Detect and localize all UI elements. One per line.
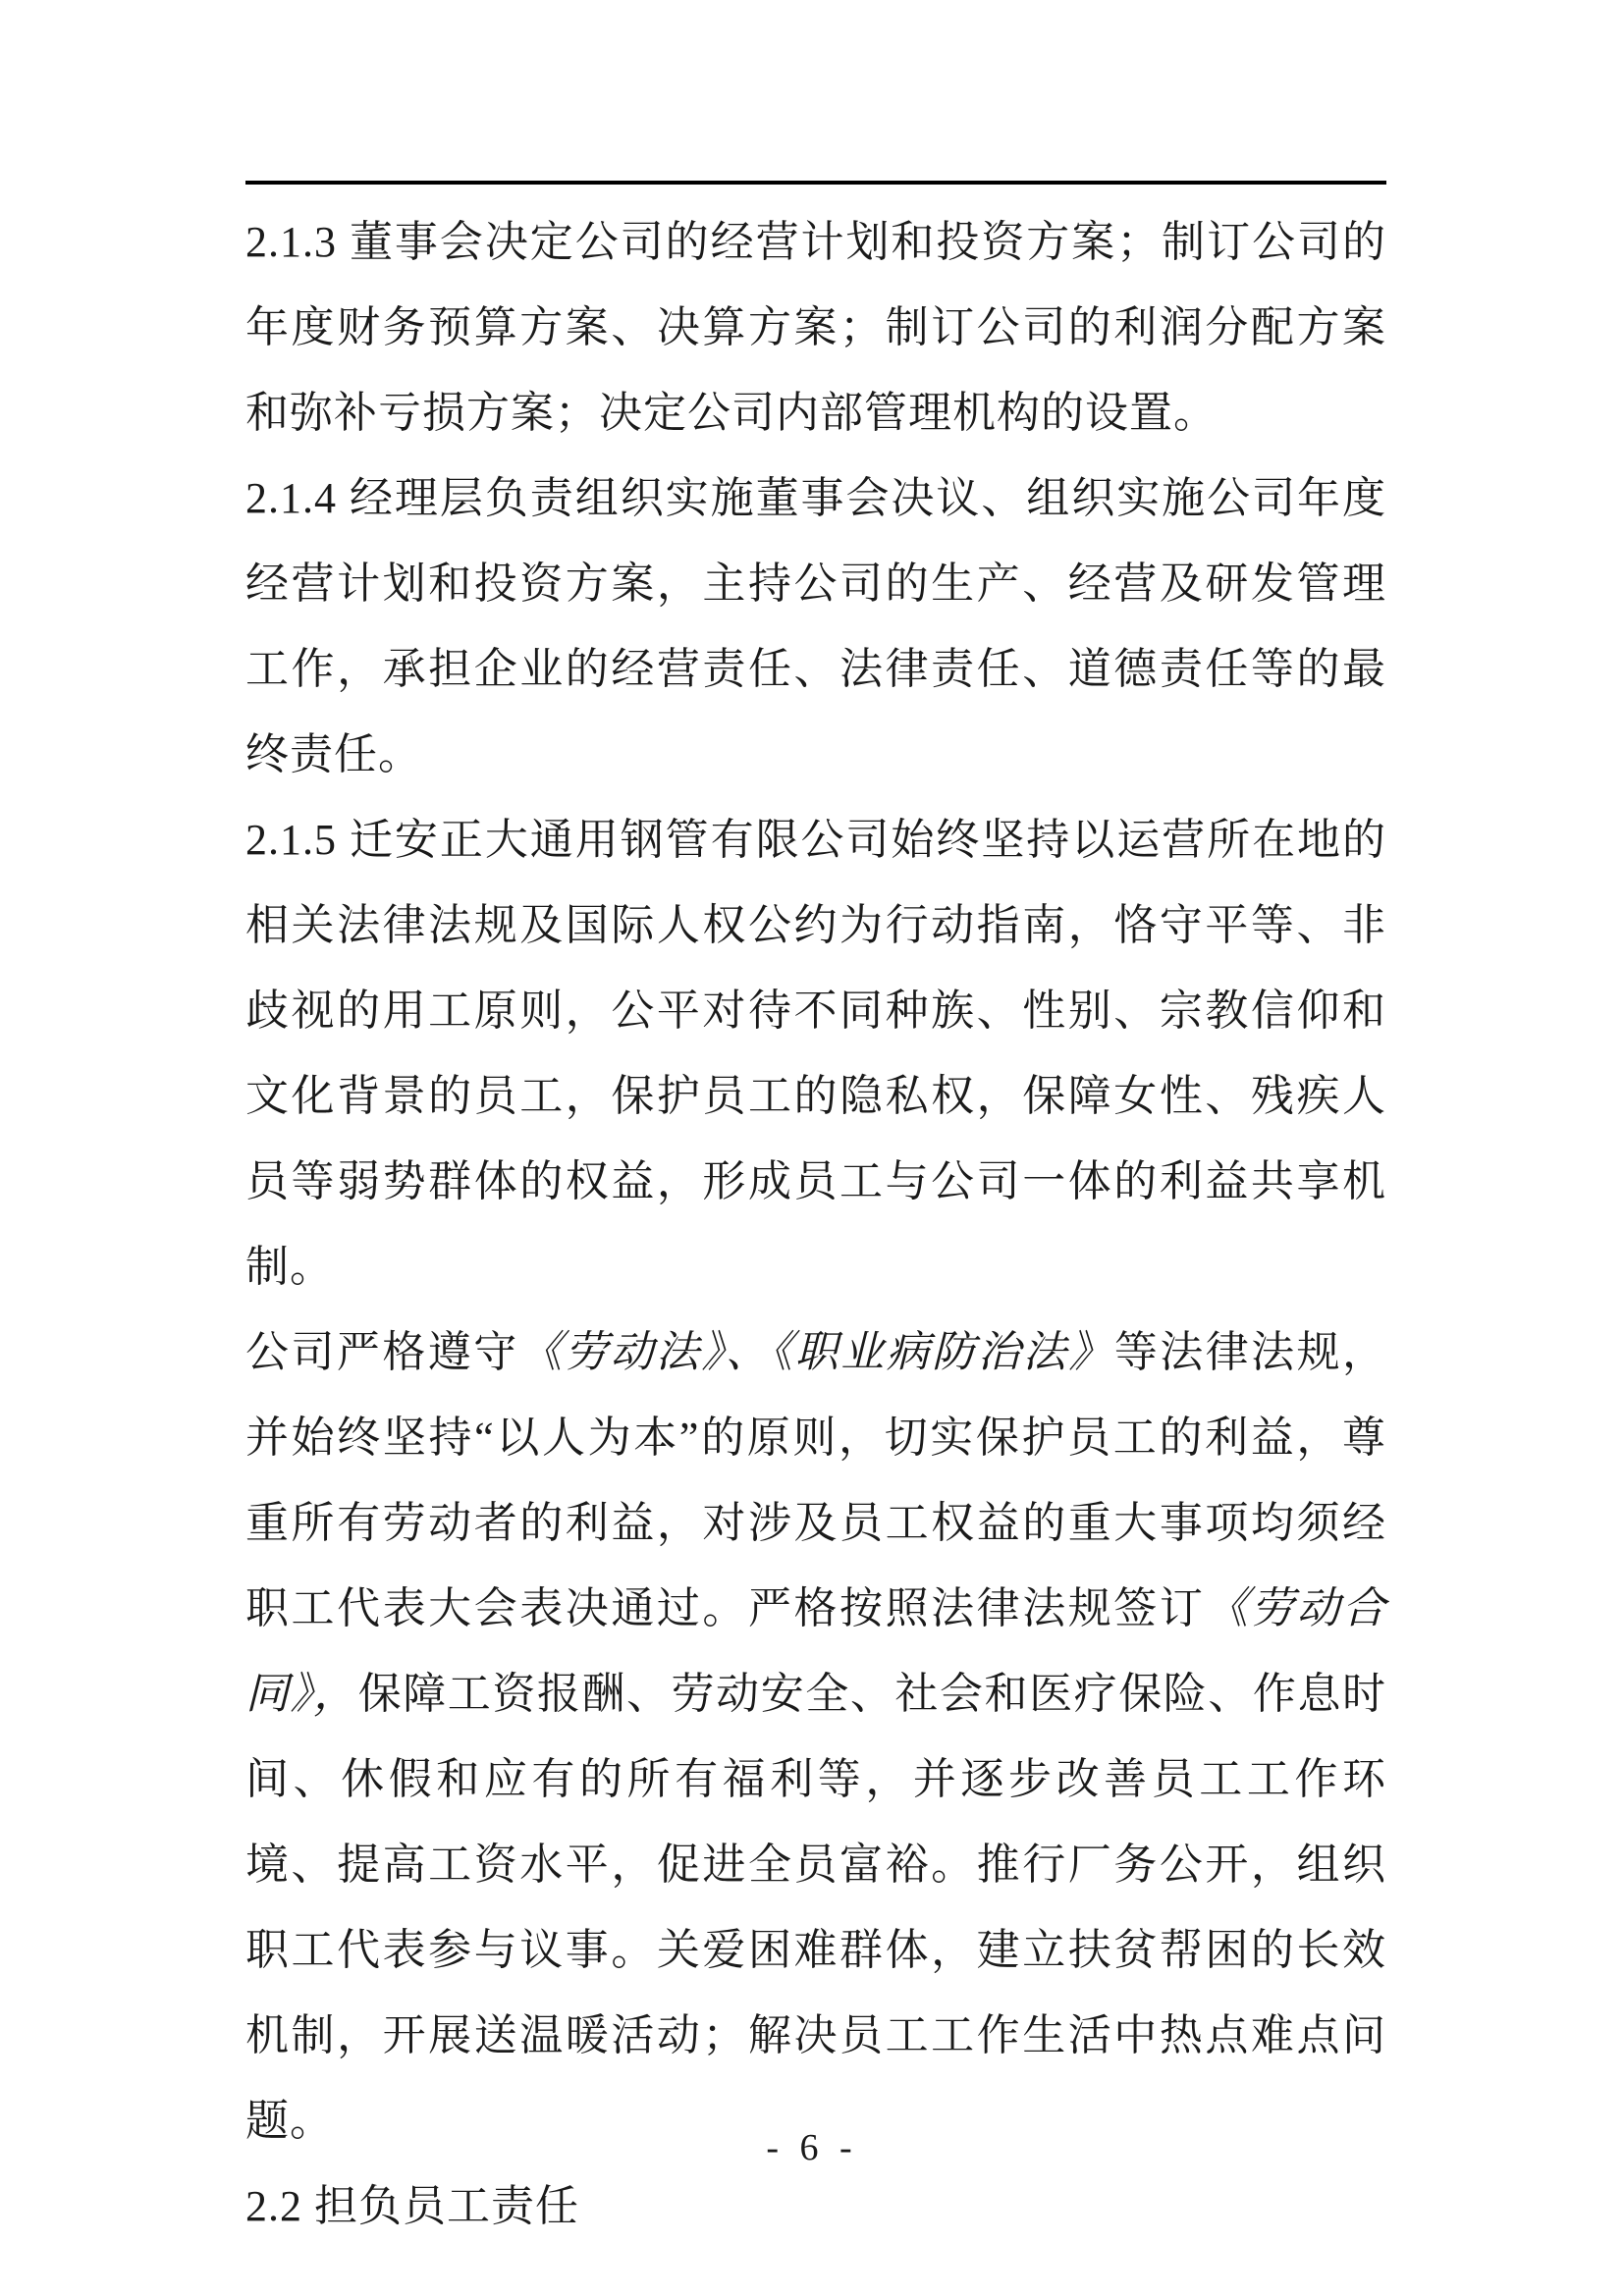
text-run: 保障工资报酬、劳动安全、社会和医疗保险、作息时间、休假和应有的所有福利等，并逐步改善员工工作环境、提高工资水平，促进全员富裕。推行厂务公开，组织职工代表参与议事。关爱困难群体，建立扶贫帮困的长效机制，开展送温暖活动；解决员工工作生活中热点难点问题。 (245, 1670, 1387, 2145)
text-run: 等法律法规，并始终坚持“以人为本”的原则，切实保护员工的利益，尊重所有劳动者的利益，对涉及员工权益的重大事项均须经职工代表大会表决通过。严格按照法律法规签订 (245, 1328, 1387, 1632)
text-run: 2.1.5 迁安正大通用钢管有限公司始终坚持以运营所在地的相关法律法规及国际人权公约为行动指南，恪守平等、非歧视的用工原则，公平对待不同种族、性别、宗教信仰和文化背景的员工，保护员工的隐私权，保障女性、残疾人员等弱势群体的权益，形成员工与公司一体的利益共享机制。 (245, 816, 1386, 1291)
text-run: 2.2 担负员工责任 (245, 2182, 579, 2230)
page-number: - 6 - (766, 2127, 858, 2168)
law-title-italic: 《劳动法》、《职业病防治法》 (518, 1328, 1114, 1376)
paragraph-employee-laws (245, 1309, 1386, 2163)
text-run: 2.1.3 董事会决定公司的经营计划和投资方案；制订公司的年度财务预算方案、决算方案；制订公司的利润分配方案和弥补亏损方案；决定公司内部管理机构的设置。 (245, 218, 1386, 437)
text-run: 公司严格遵守 (245, 1328, 519, 1376)
paragraph-2-2-heading (245, 2163, 1386, 2249)
header-rule (245, 181, 1386, 185)
text-run: 2.1.4 经理层负责组织实施董事会决议、组织实施公司年度经营计划和投资方案，主持公司的生产、经营及研发管理工作，承担企业的经营责任、法律责任、道德责任等的最终责任。 (245, 474, 1386, 778)
paragraph-2-1-4 (245, 455, 1386, 797)
paragraph-2-1-3 (245, 199, 1386, 455)
law-title-italic: 《劳动合同》， (245, 1584, 1386, 1718)
paragraph-2-1-5 (245, 797, 1386, 1309)
document-body (245, 199, 1386, 2249)
